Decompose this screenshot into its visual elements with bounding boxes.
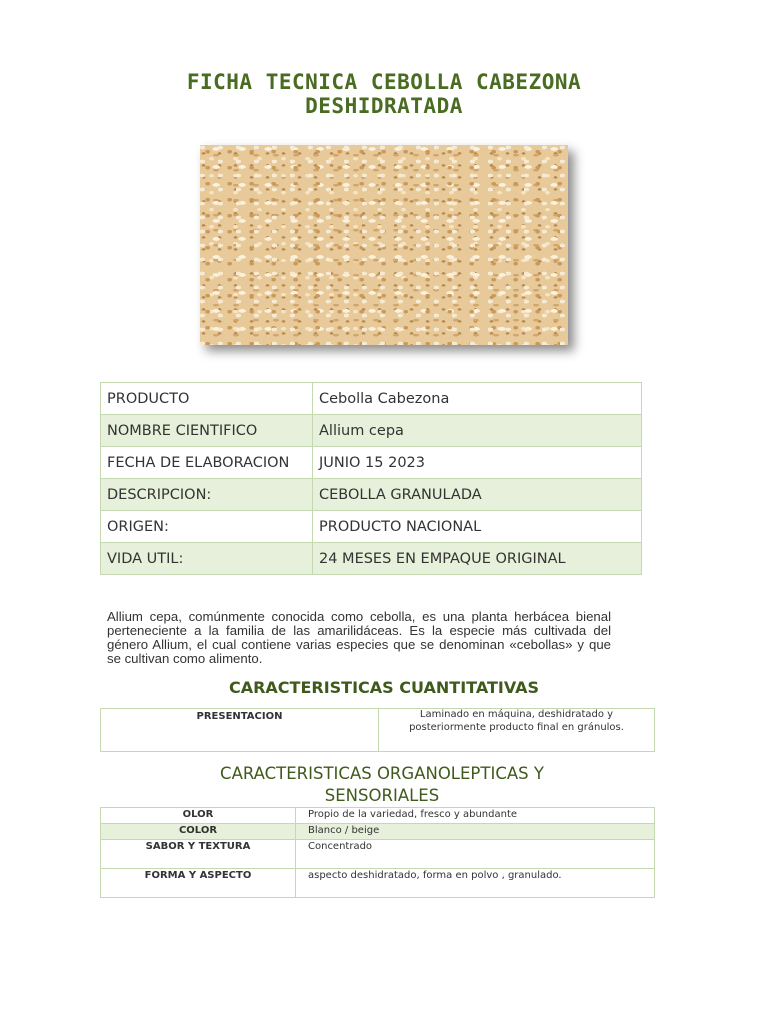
table-row [101, 709, 655, 752]
scientific-name-value: Allium cepa [313, 415, 642, 447]
document-title-line1: FICHA TECNICA CEBOLLA CABEZONA [186, 70, 582, 94]
table-row [101, 869, 655, 898]
organoleptic-table [100, 807, 655, 898]
table-row [101, 840, 655, 869]
document-title [0, 70, 768, 118]
table-row [101, 543, 642, 575]
quantitative-table [100, 708, 655, 752]
shape-aspect-value: aspecto deshidratado, forma en polvo , granulado. [296, 869, 655, 898]
origin-value: PRODUCTO NACIONAL [313, 511, 642, 543]
color-value: Blanco / beige [296, 824, 655, 840]
product-label: PRODUCTO [101, 383, 313, 415]
smell-label: OLOR [101, 808, 296, 824]
description-paragraph: Allium cepa, comúnmente conocida como cebolla, es una planta herbácea bienal perteneciente a la familia de las amarilidáceas. Es la especie más cultivada del género Allium, el cual contiene varias especies que se denominan «cebollas» y que se cultivan como alimento. [107, 609, 611, 666]
product-info-table [100, 382, 642, 575]
document-title-line2: DESHIDRATADA [305, 94, 463, 118]
product-value: Cebolla Cabezona [313, 383, 642, 415]
color-label: COLOR [101, 824, 296, 840]
shelf-life-value: 24 MESES EN EMPAQUE ORIGINAL [313, 543, 642, 575]
elaboration-date-value: JUNIO 15 2023 [313, 447, 642, 479]
presentation-label: PRESENTACION [101, 709, 379, 752]
table-row [101, 808, 655, 824]
description-label: DESCRIPCION: [101, 479, 313, 511]
taste-texture-value: Concentrado [296, 840, 655, 869]
table-row [101, 447, 642, 479]
presentation-value: Laminado en máquina, deshidratado y posteriormente producto final en gránulos. [379, 709, 655, 752]
description-value: CEBOLLA GRANULADA [313, 479, 642, 511]
table-row [101, 479, 642, 511]
shelf-life-label: VIDA UTIL: [101, 543, 313, 575]
origin-label: ORIGEN: [101, 511, 313, 543]
quantitative-heading: CARACTERISTICAS CUANTITATIVAS [228, 678, 540, 697]
table-row [101, 511, 642, 543]
dehydrated-onion-granules-photo [200, 145, 568, 345]
scientific-name-label: NOMBRE CIENTIFICO [101, 415, 313, 447]
organoleptic-heading: CARACTERISTICAS ORGANOLEPTICAS Y SENSORIALES [220, 764, 544, 805]
elaboration-date-label: FECHA DE ELABORACION [101, 447, 313, 479]
table-row [101, 824, 655, 840]
smell-value: Propio de la variedad, fresco y abundante [296, 808, 655, 824]
taste-texture-label: SABOR Y TEXTURA [101, 840, 296, 869]
shape-aspect-label: FORMA Y ASPECTO [101, 869, 296, 898]
table-row [101, 415, 642, 447]
table-row [101, 383, 642, 415]
